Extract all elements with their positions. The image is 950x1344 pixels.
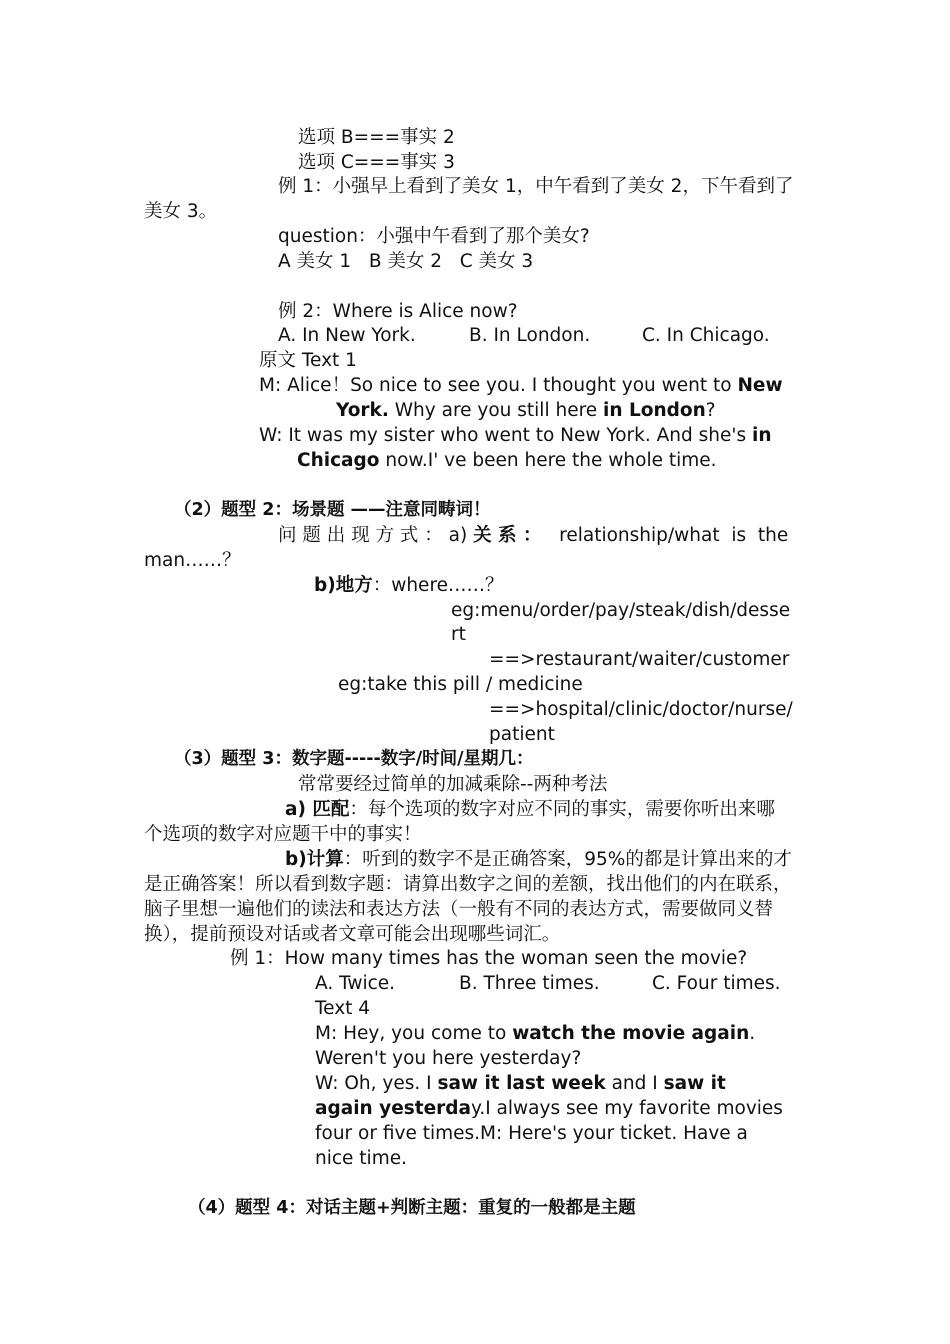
example1-question: question：小强中午看到了那个美女? [278,226,590,247]
calc-line-cont3: 换），提前预设对话或者文章可能会出现哪些词汇。 [144,924,561,945]
example2-option-a: A. In New York. [278,325,416,346]
movie-option-c: C. Four times. [652,973,781,994]
movie-woman-line2: again yesterday.I always see my favorite movies [315,1098,783,1119]
example2-option-c: C. In Chicago. [642,325,770,346]
example2-question: 例 2：Where is Alice now? [278,301,518,322]
restaurant-result: ==>restaurant/waiter/customer [489,649,790,670]
hospital-result-line1: ==>hospital/clinic/doctor/nurse/ [489,699,793,720]
option-b-line: 选项 B===事实 2 [298,127,455,148]
example1-line2: 美女 3。 [144,201,218,222]
option-c-line: 选项 C===事实 3 [298,152,455,173]
dialogue-woman-line2: Chicago now.I' ve been here the whole time. [297,450,717,471]
example2-option-b: B. In London. [469,325,591,346]
movie-option-b: B. Three times. [459,973,600,994]
section-4-heading: （4）题型 4：对话主题+判断主题：重复的一般都是主题 [188,1198,636,1218]
movie-woman-line3: four or five times.M: Here's your ticket. Have a [315,1123,748,1144]
hospital-example: eg:take this pill / medicine [338,674,583,695]
calc-line-cont1: 是正确答案！所以看到数字题：请算出数字之间的差额，找出他们的内在联系， [144,874,792,895]
text4-label: Text 4 [315,998,371,1019]
hospital-result-line2: patient [489,724,555,745]
calc-line: b)计算：听到的数字不是正确答案，95%的都是计算出来的才 [285,849,792,870]
movie-woman-line4: nice time. [315,1148,407,1169]
movie-option-a: A. Twice. [315,973,396,994]
dialogue-man-line1: M: Alice！So nice to see you. I thought you went to New [259,375,783,396]
relationship-line-cont: man……？ [144,550,241,571]
match-line: a) 匹配：每个选项的数字对应不同的事实，需要你听出来哪 [285,799,775,820]
source-text-label: 原文 Text 1 [259,350,357,371]
dialogue-woman-line1: W: It was my sister who went to New York. And she's in [259,425,772,446]
example1-options: A 美女 1 B 美女 2 C 美女 3 [278,251,534,272]
place-line: b)地方：where……？ [314,575,504,596]
restaurant-example-line1: eg:menu/order/pay/steak/dish/desse [451,600,791,621]
example-movie-question: 例 1：How many times has the woman seen the movie? [230,948,748,969]
match-line-cont: 个选项的数字对应题干中的事实！ [144,824,422,845]
section-2-heading: （2）题型 2：场景题 ——注意同畴词！ [174,500,491,520]
section-3-heading: （3）题型 3：数字题-----数字/时间/星期几： [174,749,534,769]
dialogue-man-line2: York. Why are you still here in London? [336,400,716,421]
relationship-line: 问 题 出 现 方 式 ： a) 关 系 ： relationship/what is the [278,525,789,546]
movie-woman-line1: W: Oh, yes. I saw it last week and I saw it [315,1073,726,1094]
section-3-intro: 常常要经过简单的加减乘除--两种考法 [298,774,608,795]
movie-man-line1: M: Hey, you come to watch the movie again. [315,1023,756,1044]
example1-line1: 例 1：小强早上看到了美女 1，中午看到了美女 2，下午看到了 [278,176,794,197]
calc-line-cont2: 脑子里想一遍他们的读法和表达方法（一般有不同的表达方式，需要做同义替 [144,899,774,920]
restaurant-example-line2: rt [451,624,466,645]
movie-man-line2: Weren't you here yesterday? [315,1048,582,1069]
